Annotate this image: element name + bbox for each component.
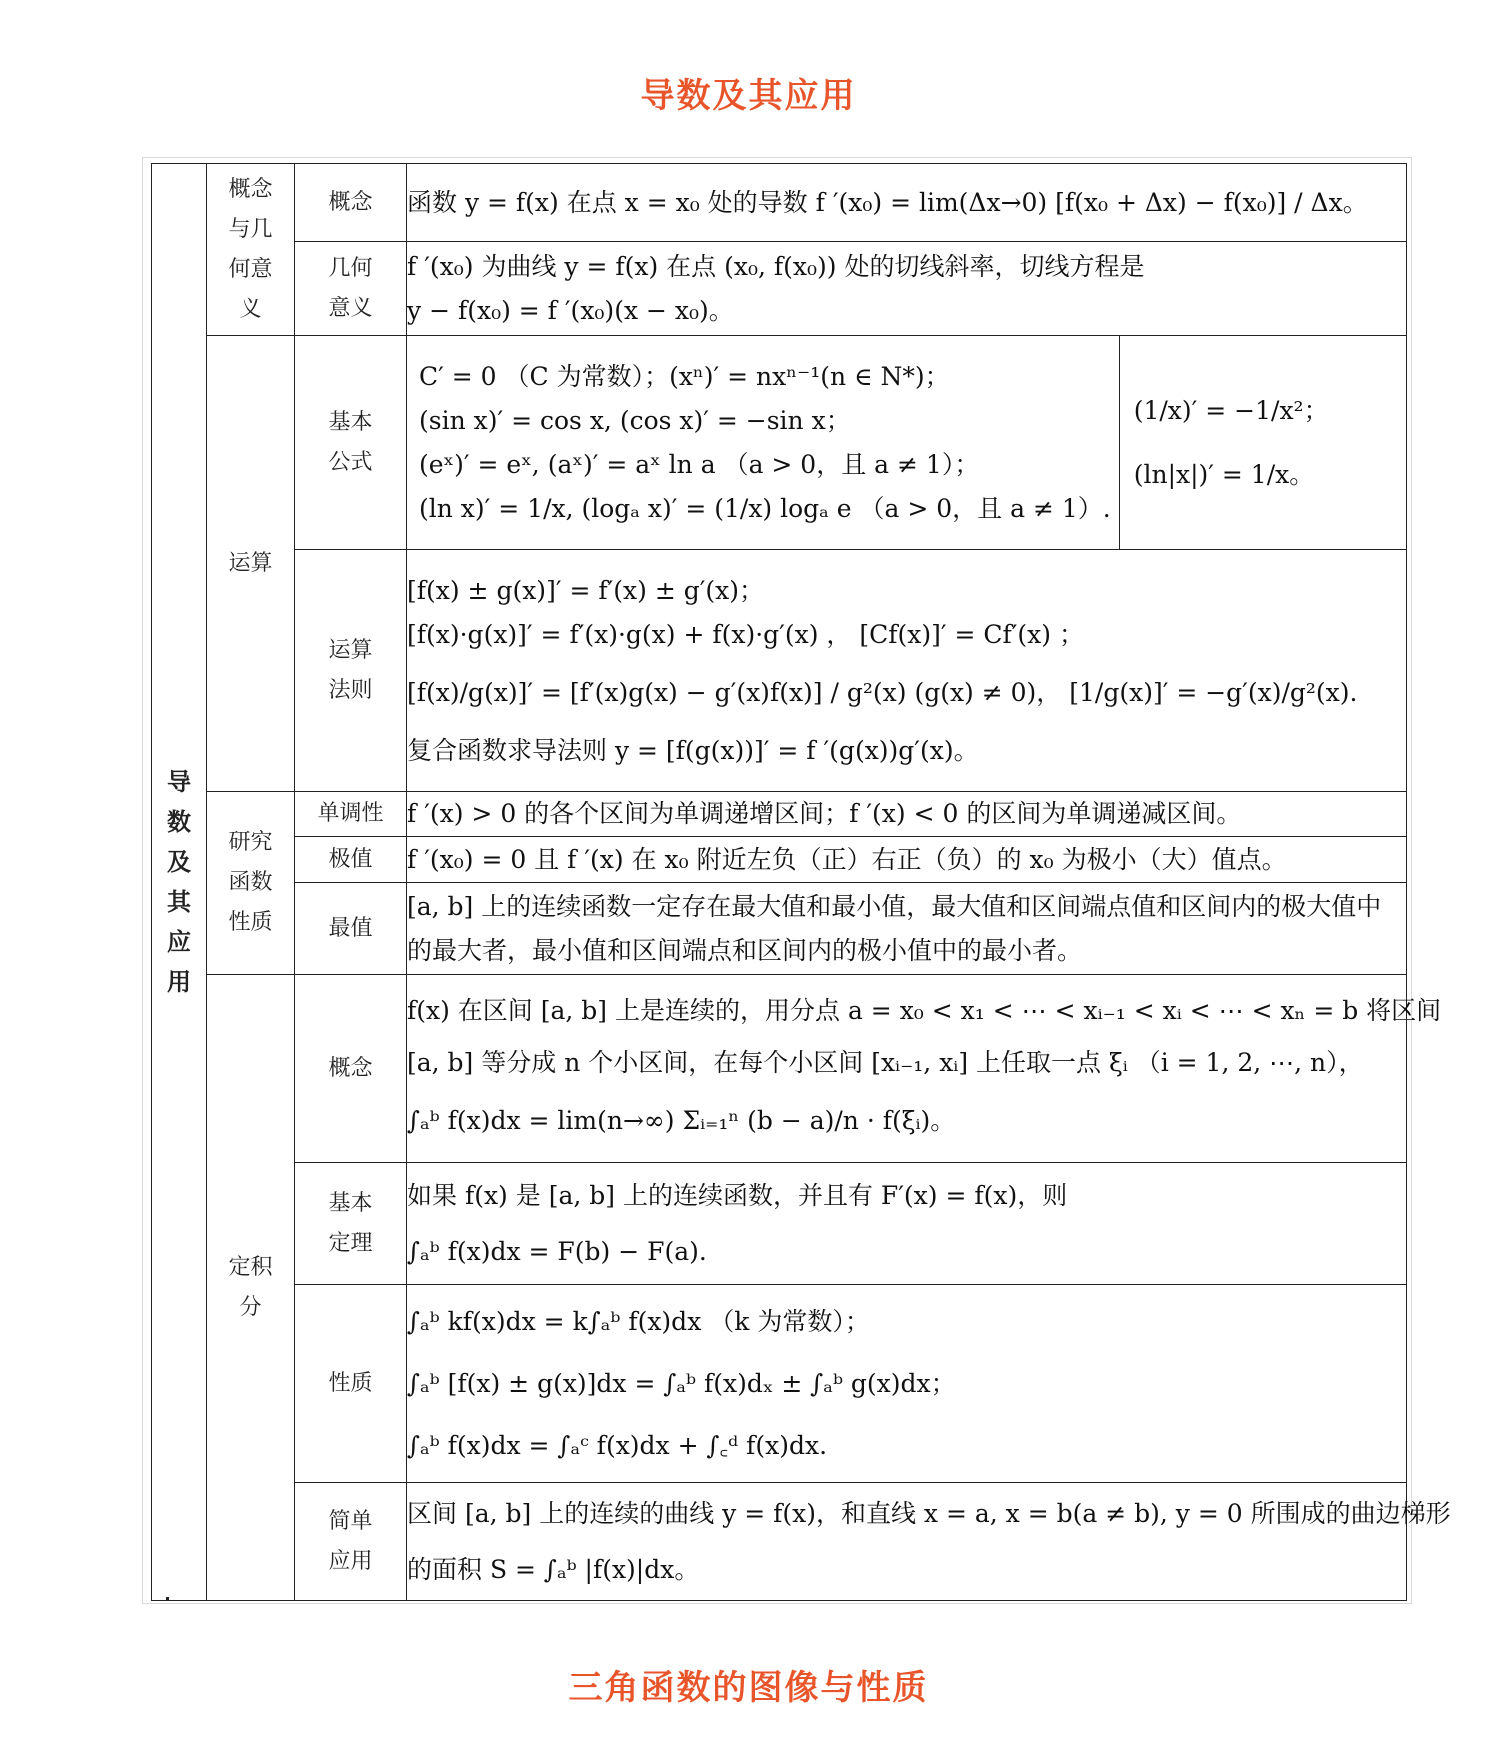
table-row [152, 792, 1407, 837]
formula-line: ∫ₐᵇ f(x)dx = ∫ₐᶜ f(x)dx + ∫꜀ᵈ f(x)dx. [407, 1430, 828, 1460]
label-basic-formula [295, 336, 407, 550]
category-char: 用 [167, 968, 191, 996]
content-monotonic [407, 792, 1407, 837]
topic-line: 函数 [228, 870, 273, 895]
content-concept [407, 164, 1407, 242]
topic-line: 何意 [228, 256, 273, 282]
formula-line: C′ = 0 （C 为常数）；(xⁿ)′ = nxⁿ⁻¹(n ∈ N*)； [419, 361, 950, 391]
formula-line: 复合函数求导法则 y = [f(g(x))]′ = f ′(g(x))g′(x)。 [407, 735, 979, 765]
topic-concept-geometry [207, 164, 295, 336]
label-application [295, 1483, 407, 1601]
label-integral-concept: 概念 [295, 975, 407, 1163]
table-row [152, 242, 1407, 336]
label-line: 简单 [328, 1508, 373, 1534]
label-line: 公式 [328, 449, 373, 475]
content-fundamental-theorem [407, 1163, 1407, 1285]
topic-line: 概念 [228, 176, 273, 202]
table-row [152, 837, 1407, 883]
content-properties [407, 1285, 1407, 1483]
table-row [152, 336, 1407, 550]
formula-line: [f(x) ± g(x)]′ = f′(x) ± g′(x)； [407, 575, 764, 605]
category-char: 及 [167, 848, 191, 876]
label-max-min: 最值 [295, 883, 407, 975]
section-title-derivative: 导数及其应用 [640, 76, 857, 116]
formula-line: (sin x)′ = cos x, (cos x)′ = −sin x； [419, 405, 851, 435]
label-line: 应用 [328, 1548, 373, 1574]
text-line: f ′(x) > 0 的各个区间为单调递增区间；f ′(x) < 0 的区间为单调递减区间。 [407, 799, 1242, 828]
label-line: 几何 [328, 255, 373, 281]
content-application [407, 1483, 1451, 1601]
text-line: 如果 f(x) 是 [a, b] 上的连续函数，并且有 F′(x) = f(x)，则 [407, 1180, 1068, 1210]
text-line: y − f(x₀) = f ′(x₀)(x − x₀)。 [407, 295, 734, 325]
formula-line: (ln x)′ = 1/x, (logₐ x)′ = (1/x) logₐ e （a > 0，且 a ≠ 1）. [419, 493, 1111, 523]
label-geometric [295, 242, 407, 336]
label-fundamental-theorem [295, 1163, 407, 1285]
text-line: f ′(x₀) = 0 且 f ′(x) 在 x₀ 附近左负（正）右正（负）的 x₀ 为极小（大）值点。 [407, 844, 1287, 874]
topic-line: 义 [239, 296, 262, 322]
category-char: 导 [167, 768, 191, 796]
formula-line: (1/x)′ = −1/x²； [1133, 395, 1329, 425]
category-char: 数 [167, 808, 191, 836]
topic-line: 与几 [228, 216, 273, 242]
formula-line: 的面积 S = ∫ₐᵇ |f(x)|dx。 [407, 1554, 700, 1584]
table-row [152, 1163, 1407, 1285]
formula-list-left [419, 336, 1120, 549]
topic-operation: 运算 [207, 336, 295, 792]
formula-line: [f(x)/g(x)]′ = [f′(x)g(x) − g′(x)f(x)] / g²(x) (g(x) ≠ 0)， [1/g(x)]′ = −g′(x)/g²(x). [407, 677, 1358, 707]
content-rules [407, 550, 1407, 792]
formula-line: ∫ₐᵇ kf(x)dx = k∫ₐᵇ f(x)dx （k 为常数）； [407, 1306, 870, 1336]
text-line: f ′(x₀) 为曲线 y = f(x) 在点 (x₀, f(x₀)) 处的切线斜率，切线方程是 [407, 251, 1145, 281]
label-monotonic: 单调性 [295, 792, 407, 837]
label-line: 基本 [328, 1190, 373, 1216]
content-geometric [407, 242, 1407, 336]
topic-definite-integral [207, 975, 295, 1601]
formula-line: (ln|x|)′ = 1/x。 [1133, 459, 1315, 489]
content-max-min [407, 883, 1407, 975]
derivative-summary-table [151, 163, 1451, 1601]
section-title-trig: 三角函数的图像与性质 [568, 1668, 929, 1708]
stray-dot [166, 1597, 169, 1600]
category-char: 应 [167, 928, 191, 956]
table-row [152, 1483, 1407, 1601]
label-line: 法则 [328, 677, 373, 703]
table-row [152, 975, 1407, 1163]
formula-line: ∫ₐᵇ f(x)dx = F(b) − F(a). [407, 1236, 707, 1266]
topic-line: 定积 [228, 1254, 273, 1280]
topic-line: 分 [239, 1294, 262, 1320]
text-line: f(x) 在区间 [a, b] 上是连续的，用分点 a = x₀ < x₁ < ⋯ < xᵢ₋₁ < xᵢ < ⋯ < xₙ = b 将区间 [407, 995, 1442, 1025]
label-line: 运算 [328, 637, 373, 663]
label-line: 意义 [328, 295, 373, 321]
formula-list-right [1120, 336, 1406, 549]
table-row [152, 550, 1407, 792]
label-line: 定理 [328, 1230, 373, 1256]
topic-line: 研究 [228, 830, 273, 855]
content-extremum [407, 837, 1407, 883]
topic-function-properties [207, 792, 295, 975]
label-properties: 性质 [295, 1285, 407, 1483]
formula-line: ∫ₐᵇ f(x)dx = lim(n→∞) Σᵢ₌₁ⁿ (b − a)/n · f(ξᵢ)。 [407, 1105, 956, 1135]
content-integral-concept [407, 975, 1442, 1163]
topic-line: 性质 [228, 910, 273, 935]
table-row [152, 1285, 1407, 1483]
text-line: [a, b] 等分成 n 个小区间，在每个小区间 [xᵢ₋₁, xᵢ] 上任取一点 ξᵢ （i = 1, 2, ⋯, n）， [407, 1047, 1364, 1077]
label-concept: 概念 [295, 164, 407, 242]
table-row [152, 883, 1407, 975]
table-row [152, 164, 1407, 242]
label-rules [295, 550, 407, 792]
content-basic-formula [407, 336, 1407, 550]
text-paragraph: [a, b] 上的连续函数一定存在最大值和最小值，最大值和区间端点值和区间内的极大值中的最大者，最小值和区间端点和区间内的极小值中的最小者。 [407, 891, 1382, 965]
label-line: 基本 [328, 409, 373, 435]
formula-line: ∫ₐᵇ [f(x) ± g(x)]dx = ∫ₐᵇ f(x)dₓ ± ∫ₐᵇ g(x)dx； [407, 1368, 956, 1398]
label-extremum: 极值 [295, 837, 407, 883]
formula-line: (eˣ)′ = eˣ, (aˣ)′ = aˣ ln a （a > 0，且 a ≠ 1）； [419, 449, 980, 479]
formula-derivative-definition: 函数 y = f(x) 在点 x = x₀ 处的导数 f ′(x₀) = lim(Δx→0) [f(x₀ + Δx) − f(x₀)] / Δx。 [407, 187, 1368, 217]
formula-line: [f(x)·g(x)]′ = f′(x)·g(x) + f(x)·g′(x) ， [Cf(x)]′ = Cf′(x) ； [407, 619, 1084, 649]
category-cell [152, 164, 207, 1601]
text-line: 区间 [a, b] 上的连续的曲线 y = f(x)，和直线 x = a, x = b(a ≠ b), y = 0 所围成的曲边梯形 [407, 1498, 1451, 1528]
category-char: 其 [167, 888, 191, 916]
